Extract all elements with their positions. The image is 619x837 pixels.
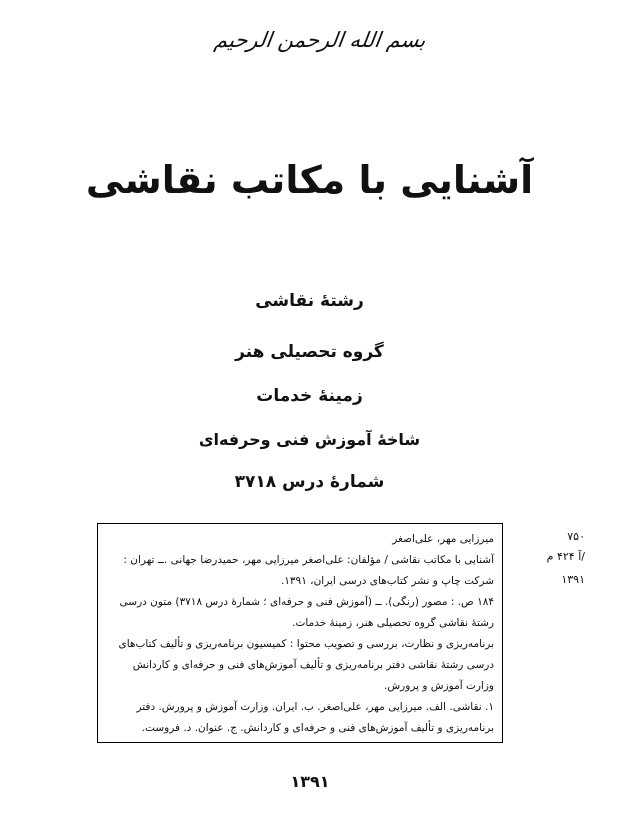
catalog-author: میرزایی مهر، علی‌اصغر (392, 533, 494, 545)
cutter-number: آ ۴۲۴ م/ (546, 550, 585, 563)
basmala-calligraphy: بسم الله الرحمن الرحیم (212, 28, 428, 52)
cataloging-box (97, 523, 585, 743)
course-number-subtitle: شمارۀ درس ۳۷۱۸ (234, 472, 385, 492)
field-subtitle: رشتۀ نقاشی (255, 291, 364, 311)
publication-year: ۱۳۹۱ (290, 772, 330, 791)
book-title: آشنایی با مکاتب نقاشی (85, 158, 534, 202)
class-year: ۱۳۹۱ (561, 573, 585, 586)
catalog-subjects: ۱. نقاشی. الف. میرزایی مهر، علی‌اصغر. ب. ایران. وزارت آموزش و پرورش. دفتر برنامه‌ریزی و تألیف آموزش‌های فنی و حرفه‌ای و کاردانش. ج. عنوان. د. فروست. (136, 701, 494, 734)
group-subtitle: گروه تحصیلی هنر (235, 342, 384, 362)
catalog-description: ۱۸۴ ص. : مصور (رنگی). ــ (آموزش فنی و حرفه‌ای ؛ شمارۀ درس ۳۷۱۸) متون درسی رشتۀ نقاشی گروه تحصیلی هنر، زمینۀ خدمات. (119, 596, 494, 629)
class-number: ۷۵۰ (567, 530, 585, 543)
catalog-notes: برنامه‌ریزی و نظارت، بررسی و تصویب محتوا : کمیسیون برنامه‌ریزی و تألیف کتاب‌های درسی رشتۀ نقاشی دفتر برنامه‌ریزی و تألیف آموزش‌های فنی و حرفه‌ای و کاردانش وزارت آموزش و پرورش. (118, 638, 494, 692)
catalog-statement: آشنایی با مکاتب نقاشی / مؤلفان: علی‌اصغر میرزایی مهر، حمیدرضا جهانی .ــ تهران : شرکت چاپ و نشر کتاب‌های درسی ایران، ۱۳۹۱. (123, 554, 494, 587)
area-subtitle: زمینۀ خدمات (256, 386, 363, 406)
branch-subtitle: شاخۀ آموزش فنی وحرفه‌ای (198, 430, 421, 449)
